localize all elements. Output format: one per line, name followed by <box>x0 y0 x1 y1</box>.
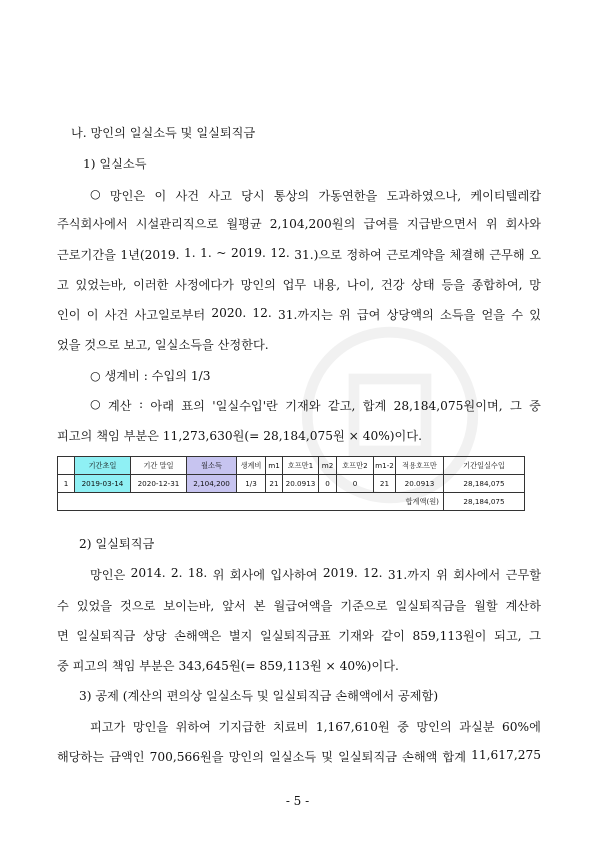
word: 월할 <box>474 599 498 613</box>
word: 있 <box>529 308 541 322</box>
table-cell: 20.0913 <box>283 475 319 493</box>
word: 손해액은 <box>174 629 222 643</box>
word: 중 <box>529 399 541 413</box>
word: 앞서 <box>222 599 246 613</box>
word: 망인을 <box>132 720 169 734</box>
para3-line2 <box>57 748 541 765</box>
word: 위 <box>485 217 498 231</box>
word: 상태 <box>411 278 435 292</box>
word: 사고일로부터 <box>134 308 206 322</box>
para1-line5 <box>57 306 541 323</box>
table-header-cell: 기간일실수입 <box>444 457 525 475</box>
table-cell: 28,184,075 <box>444 475 525 493</box>
word: 별지 <box>228 629 253 643</box>
word: ○ <box>90 187 101 201</box>
word: 시설관리직으로 <box>135 217 219 231</box>
word: 그 <box>510 399 522 413</box>
subheading-lost-severance: 2) 일실퇴직금 <box>79 537 155 551</box>
word: 근로계약을 <box>386 248 446 262</box>
word: 일실퇴직금표 <box>260 629 331 643</box>
table-header-cell: 기간초일 <box>75 457 131 475</box>
para2-line1 <box>90 566 541 583</box>
word: 당시 <box>241 189 265 203</box>
section-heading: 나. 망인의 일실소득 및 일실퇴직금 <box>71 126 256 140</box>
word: 손해액 <box>402 750 438 764</box>
word: 정하여 <box>346 248 382 262</box>
word: 표의 <box>181 399 205 413</box>
table-cell: 2019-03-14 <box>75 475 131 493</box>
word: 1. <box>184 246 196 260</box>
word: 아래 <box>150 399 174 413</box>
table-cell: 2020-12-31 <box>131 475 187 493</box>
word: 주식회사에서 <box>57 217 128 231</box>
word: 보이는바, <box>163 599 215 613</box>
word: 2. <box>170 566 183 580</box>
word: 피고가 <box>90 720 126 734</box>
word: 월평균 <box>226 217 262 231</box>
word: 합계 <box>442 750 467 764</box>
word: 2014. <box>130 566 166 580</box>
word: 1. <box>200 246 212 260</box>
word: 고 <box>57 278 69 292</box>
word: 상당 <box>142 629 167 643</box>
word: 기재와 <box>285 399 321 413</box>
word: 근무할 <box>505 568 541 582</box>
word: 입사하여 <box>270 568 318 582</box>
para1-line1 <box>90 187 541 204</box>
word: 700,566원을 <box>149 750 224 764</box>
word: 사정에다가 <box>175 278 234 292</box>
word: 기지급한 <box>218 720 266 734</box>
word: 회사와 <box>505 217 541 231</box>
word: 2,104,200원의 <box>269 217 356 231</box>
word: 있었을 <box>76 599 113 613</box>
word: 12. <box>363 566 383 580</box>
table-cell: 1/3 <box>237 475 266 493</box>
word: 2019. <box>230 246 266 260</box>
word: 건강 <box>380 278 405 292</box>
table-header-cell: 월소득 <box>187 457 237 475</box>
subheading-deduction: 3) 공제 (계산의 편의상 일실소득 및 일실퇴직금 손해액에서 공제함) <box>79 689 439 703</box>
word: 위 <box>212 568 225 582</box>
calc-line2: 피고의 책임 부분은 11,273,630원(= 28,184,075원 × 40%)이다. <box>57 429 422 443</box>
word: 이 <box>154 189 167 203</box>
word: 금액인 <box>109 750 145 764</box>
table-cell: 21 <box>374 475 396 493</box>
word: 케이티텔레캅 <box>470 189 541 203</box>
word: 면 <box>57 629 69 643</box>
table-cell: 0 <box>337 475 374 493</box>
word: 및 <box>321 750 334 764</box>
table-cell: 20.0913 <box>396 475 444 493</box>
word: : <box>138 397 144 411</box>
table-cell: 1 <box>58 475 75 493</box>
word: 망인의 <box>240 278 276 292</box>
word: 이 <box>86 308 99 322</box>
word: 업무 <box>282 278 307 292</box>
word: 망 <box>529 278 541 292</box>
word: 위하여 <box>175 720 211 734</box>
word: 근로기간을 <box>57 248 116 262</box>
living-cost-line: ○ 생계비 : 수입의 1/3 <box>90 369 211 383</box>
word: 12. <box>252 306 272 320</box>
table-total-label: 합계액(원) <box>58 493 444 511</box>
word: 도과하였으나, <box>386 189 462 203</box>
word: 계산하 <box>505 599 541 613</box>
word: 오 <box>529 248 541 262</box>
table-cell: 2,104,200 <box>187 475 237 493</box>
word: 중 <box>397 720 409 734</box>
para3-line1 <box>90 718 541 735</box>
word: 1,167,610원 <box>315 720 390 734</box>
word: 인이 <box>57 308 81 322</box>
word: 기재와 <box>338 629 374 643</box>
table-header-cell: 호프만1 <box>283 457 319 475</box>
table-header-cell <box>58 457 75 475</box>
word: 월급여액을 <box>273 599 333 613</box>
word: 회사에 <box>229 568 266 582</box>
word: 11,617,275 <box>471 748 541 762</box>
word: 일실소득 <box>269 750 317 764</box>
para2-line2 <box>57 597 541 614</box>
table-cell: 0 <box>319 475 337 493</box>
word: 얻을 <box>481 308 506 322</box>
table-total-value: 28,184,075 <box>444 493 525 511</box>
subheading-lost-income: 1) 일실소득 <box>83 157 147 171</box>
word: 것으로 <box>120 599 156 613</box>
para1-line3 <box>57 246 541 263</box>
word: 나이, <box>346 278 375 292</box>
para2-line4: 중 피고의 책임 부분은 343,645원(= 859,113원 × 40%)이다. <box>57 659 399 673</box>
word: 치료비 <box>273 720 309 734</box>
word: 일실퇴직금 <box>338 750 398 764</box>
word: 망인은 <box>109 189 146 203</box>
para1-line2 <box>57 215 541 232</box>
para2-line3 <box>57 627 541 644</box>
word: 종합하여, <box>471 278 523 292</box>
page-number: - 5 - <box>285 794 310 808</box>
word: 망인의 <box>416 720 452 734</box>
word: 망인의 <box>228 750 264 764</box>
word: 12. <box>270 246 290 260</box>
word: 2019. <box>322 566 358 580</box>
word: 일실퇴직금을 <box>395 599 467 613</box>
para1-line4 <box>57 276 541 293</box>
word: 해당하는 <box>57 750 105 764</box>
word: 31.까지는 <box>278 308 333 322</box>
table-header-cell: 생계비 <box>237 457 266 475</box>
word: 있었는바, <box>75 278 127 292</box>
word: 2020. <box>211 306 247 320</box>
word: 위 <box>338 308 351 322</box>
word: 31.)으로 <box>294 248 342 262</box>
word: 회사에서 <box>453 568 501 582</box>
word: 내용, <box>312 278 341 292</box>
word: 같이 <box>381 629 405 643</box>
table-header-cell: m1 <box>266 457 283 475</box>
word: 18. <box>187 566 208 580</box>
table-total-row <box>58 493 525 511</box>
word: 급여를 <box>363 217 399 231</box>
table-header-cell: m2 <box>319 457 337 475</box>
word: 기준으로 <box>340 599 388 613</box>
word: 같고, <box>327 399 356 413</box>
word: 이러한 <box>133 278 169 292</box>
word: 28,184,075원이며, <box>393 399 503 413</box>
word: 사고 <box>208 189 232 203</box>
word: 근무해 <box>489 248 525 262</box>
para1-line6: 었을 것으로 보고, 일실소득을 산정한다. <box>57 338 269 352</box>
table-row <box>58 475 525 493</box>
table-header-cell: 적용호프만 <box>396 457 444 475</box>
table-cell: 21 <box>266 475 283 493</box>
table-header-cell: 호프만2 <box>337 457 374 475</box>
word: 소득을 <box>439 308 476 322</box>
word: 합계 <box>362 399 387 413</box>
word: 급여 <box>356 308 381 322</box>
word: 등을 <box>441 278 465 292</box>
table-header-cell: 기간 말일 <box>131 457 187 475</box>
word: 31.까지 <box>387 568 431 582</box>
word: 사건 <box>175 189 200 203</box>
word: 본 <box>253 599 266 613</box>
word: 지급받으면서 <box>406 217 478 231</box>
word: 통상의 <box>273 189 310 203</box>
word: 그 <box>529 629 541 643</box>
word: ○ <box>90 397 101 411</box>
word: 사건 <box>104 308 129 322</box>
word: 망인은 <box>90 568 126 582</box>
word: 위 <box>436 568 448 582</box>
table-header-row <box>58 457 525 475</box>
word: 가동연한을 <box>318 189 378 203</box>
word: 체결해 <box>449 248 485 262</box>
word: '일실수입'란 <box>212 399 278 413</box>
word: 계산 <box>108 399 132 413</box>
word: 859,113원이 <box>412 629 487 643</box>
word: 과실분 <box>459 720 495 734</box>
calc-line1 <box>90 397 541 414</box>
table-header-cell: m1-2 <box>374 457 396 475</box>
word: 1년(2019. <box>120 248 180 262</box>
word: 수 <box>57 599 69 613</box>
word: 일실퇴직금 <box>76 629 136 643</box>
word: 60%에 <box>502 720 541 734</box>
lost-income-table <box>57 456 525 511</box>
word: 되고, <box>494 629 522 643</box>
word: 상당액의 <box>386 308 434 322</box>
word: ~ <box>216 246 227 260</box>
word: 수 <box>511 308 524 322</box>
